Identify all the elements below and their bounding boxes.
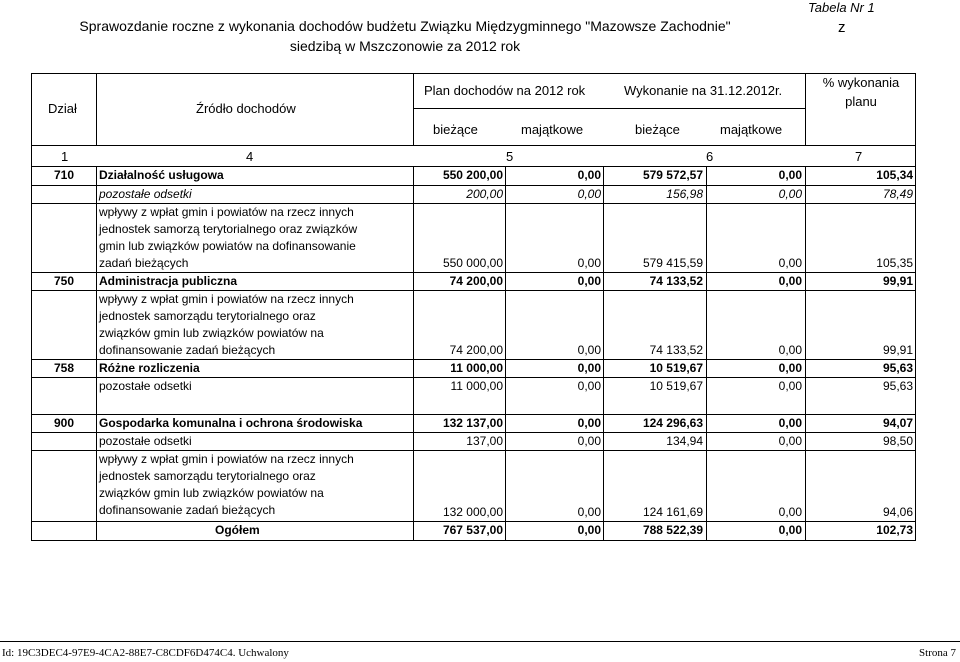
plan-majatkowe: 0,00 xyxy=(577,168,601,182)
plan-majatkowe: 0,00 xyxy=(577,523,601,537)
source-text: Różne rozliczenia xyxy=(99,361,200,375)
plan-biezace: 132 137,00 xyxy=(442,416,503,430)
source-text: wpływy z wpłat gmin i powiatów na rzecz innych xyxy=(99,205,354,219)
wykonanie-majatkowe: 0,00 xyxy=(778,343,802,357)
plan-majatkowe: 0,00 xyxy=(577,274,601,288)
wykonanie-biezace: 74 133,52 xyxy=(649,343,703,357)
wykonanie-majatkowe: 0,00 xyxy=(778,274,802,288)
col-number-6: 6 xyxy=(706,149,714,164)
footer-divider xyxy=(0,641,960,642)
col-number-1: 1 xyxy=(61,149,69,164)
col-divider xyxy=(96,166,97,540)
col-number-4: 4 xyxy=(246,149,254,164)
wykonanie-biezace: 74 133,52 xyxy=(649,274,703,288)
procent-wykonania: 99,91 xyxy=(882,274,913,288)
table-number: Tabela Nr 1 xyxy=(808,0,875,15)
source-text: zadań bieżących xyxy=(99,256,189,270)
dzial-code: 758 xyxy=(53,361,75,375)
col-header-biezace-wyk: bieżące xyxy=(635,122,680,137)
plan-majatkowe: 0,00 xyxy=(577,187,601,201)
procent-wykonania: 94,07 xyxy=(882,416,913,430)
plan-biezace: 550 200,00 xyxy=(442,168,503,182)
col-divider xyxy=(413,166,414,540)
col-header-wykonanie: Wykonanie na 31.12.2012r. xyxy=(624,83,783,98)
source-text: Działalność usługowa xyxy=(99,168,224,182)
col-header-plan: Plan dochodów na 2012 rok xyxy=(424,83,586,98)
source-text: jednostek samorządu terytorialnego oraz xyxy=(99,469,316,483)
source-text: wpływy z wpłat gmin i powiatów na rzecz innych xyxy=(99,292,354,306)
plan-biezace: 11 000,00 xyxy=(450,361,503,375)
plan-biezace: 137,00 xyxy=(466,434,503,448)
col-number-5: 5 xyxy=(506,149,514,164)
plan-biezace: 767 537,00 xyxy=(442,523,503,537)
dzial-code: 900 xyxy=(53,416,75,430)
plan-majatkowe: 0,00 xyxy=(577,505,601,519)
plan-majatkowe: 0,00 xyxy=(577,416,601,430)
col-divider xyxy=(603,166,604,540)
source-text: związków gmin lub związków powiatów na xyxy=(99,326,324,340)
plan-biezace: 132 000,00 xyxy=(442,505,503,519)
source-text: gmin lub związków powiatów na dofinansowanie xyxy=(99,239,356,253)
wykonanie-majatkowe: 0,00 xyxy=(778,523,802,537)
source-text: Gospodarka komunalna i ochrona środowiska xyxy=(99,416,363,430)
procent-wykonania: 99,91 xyxy=(882,343,913,357)
procent-wykonania: 94,06 xyxy=(882,505,913,519)
plan-majatkowe: 0,00 xyxy=(577,434,601,448)
wykonanie-biezace: 134,94 xyxy=(666,434,703,448)
col-header-zrodlo: Źródło dochodów xyxy=(196,101,296,116)
procent-wykonania: 105,34 xyxy=(876,168,913,182)
header-divider xyxy=(31,145,916,146)
source-text: Administracja publiczna xyxy=(99,274,238,288)
wykonanie-biezace: 124 296,63 xyxy=(642,416,703,430)
source-text: Ogółem xyxy=(215,523,260,537)
wykonanie-biezace: 579 415,59 xyxy=(642,256,703,270)
source-text: związków gmin lub związków powiatów na xyxy=(99,486,324,500)
wykonanie-biezace: 10 519,67 xyxy=(649,361,703,375)
procent-wykonania: 95,63 xyxy=(882,361,913,375)
source-text: jednostek samorządu terytorialnego oraz xyxy=(99,309,316,323)
plan-biezace: 74 200,00 xyxy=(449,274,503,288)
wykonanie-biezace: 156,98 xyxy=(666,187,703,201)
wykonanie-majatkowe: 0,00 xyxy=(778,379,802,393)
source-text: pozostałe odsetki xyxy=(99,379,192,393)
col-number-7: 7 xyxy=(855,149,863,164)
procent-wykonania: 98,50 xyxy=(882,434,913,448)
col-divider xyxy=(805,166,806,540)
col-header-biezace-plan: bieżące xyxy=(433,122,478,137)
col-header-dzial: Dział xyxy=(48,101,77,116)
wykonanie-majatkowe: 0,00 xyxy=(778,256,802,270)
col-divider xyxy=(413,73,414,145)
procent-wykonania: 95,63 xyxy=(882,379,913,393)
source-text: pozostałe odsetki xyxy=(99,187,192,201)
plan-majatkowe: 0,00 xyxy=(577,361,601,375)
wykonanie-biezace: 788 522,39 xyxy=(642,523,703,537)
col-divider xyxy=(96,73,97,145)
col-header-majatkowe-wyk: majątkowe xyxy=(720,122,783,137)
dzial-code: 750 xyxy=(53,274,75,288)
wykonanie-biezace: 10 519,67 xyxy=(649,379,703,393)
report-title-line1: Sprawozdanie roczne z wykonania dochodów budżetu Związku Międzygminnego "Mazowsze Zachodnie" xyxy=(79,18,731,34)
plan-biezace: 550 000,00 xyxy=(442,256,503,270)
plan-majatkowe: 0,00 xyxy=(577,379,601,393)
plan-majatkowe: 0,00 xyxy=(577,343,601,357)
procent-wykonania: 105,35 xyxy=(876,256,913,270)
wykonanie-majatkowe: 0,00 xyxy=(778,434,802,448)
wykonanie-majatkowe: 0,00 xyxy=(778,505,802,519)
table-z-label: z xyxy=(838,19,846,36)
source-text: pozostałe odsetki xyxy=(99,434,192,448)
source-text: dofinansowanie zadań bieżących xyxy=(99,343,276,357)
source-text: dofinansowanie zadań bieżących xyxy=(99,503,276,517)
plan-majatkowe: 0,00 xyxy=(577,256,601,270)
wykonanie-majatkowe: 0,00 xyxy=(778,416,802,430)
dzial-code: 710 xyxy=(53,168,75,182)
col-header-majatkowe-plan: majątkowe xyxy=(521,122,584,137)
col-divider xyxy=(505,166,506,540)
wykonanie-majatkowe: 0,00 xyxy=(778,187,802,201)
wykonanie-majatkowe: 0,00 xyxy=(778,168,802,182)
wykonanie-majatkowe: 0,00 xyxy=(778,361,802,375)
col-header-planu: planu xyxy=(845,94,877,109)
plan-biezace: 11 000,00 xyxy=(450,379,503,393)
plan-biezace: 200,00 xyxy=(466,187,503,201)
col-divider xyxy=(706,166,707,540)
wykonanie-biezace: 579 572,57 xyxy=(642,168,703,182)
page-number: Strona 7 xyxy=(919,647,956,659)
source-text: jednostek samorzą terytorialnego oraz związków xyxy=(99,222,358,236)
source-text: wpływy z wpłat gmin i powiatów na rzecz innych xyxy=(99,452,354,466)
procent-wykonania: 102,73 xyxy=(876,523,913,537)
report-title-line2: siedzibą w Mszczonowie za 2012 rok xyxy=(289,38,521,54)
wykonanie-biezace: 124 161,69 xyxy=(642,505,703,519)
subheader-divider xyxy=(413,108,805,109)
procent-wykonania: 78,49 xyxy=(882,187,913,201)
document-id: Id: 19C3DEC4-97E9-4CA2-88E7-C8CDF6D474C4. Uchwalony xyxy=(2,647,289,659)
plan-biezace: 74 200,00 xyxy=(449,343,503,357)
col-header-procent: % wykonania xyxy=(822,75,900,90)
